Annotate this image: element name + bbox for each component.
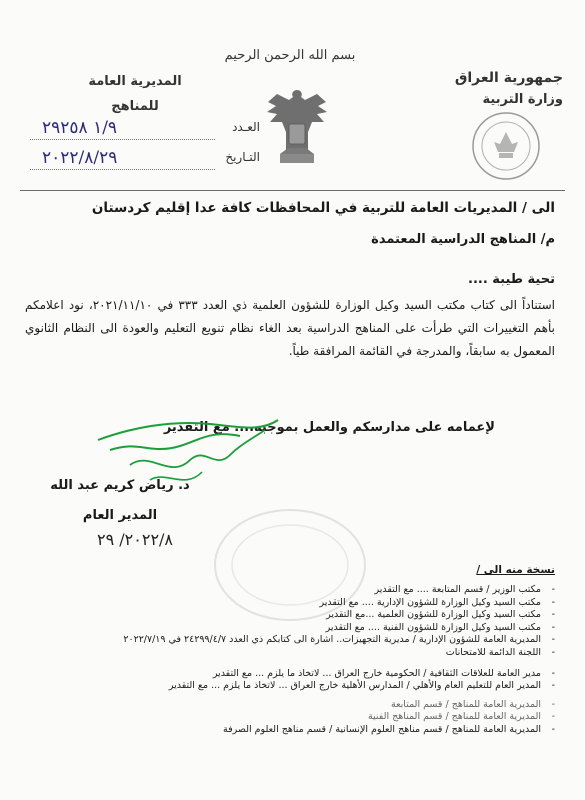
copy-item: - مكتب السيد وكيل الوزارة للشؤون الإدارية .... مع التقدير bbox=[25, 597, 555, 610]
closing-line: لإعمامه على مدارسكم والعمل بموجبه.... مع التقدير bbox=[163, 420, 495, 435]
eagle-emblem-icon bbox=[262, 82, 332, 172]
ministry-seal-icon bbox=[470, 110, 542, 182]
signatory-title: المدير العام bbox=[82, 508, 158, 523]
subject-line: م/ المناهج الدراسية المعتمدة bbox=[371, 232, 555, 247]
department-line2: للمناهج bbox=[111, 99, 159, 114]
reference-label: العـدد bbox=[232, 120, 260, 134]
copy-item: - المديرية العامة للمناهج / قسم مناهج العلوم الإنسانية / قسم مناهج العلوم الصرفة bbox=[25, 724, 555, 737]
country-name: جمهورية العراق bbox=[454, 70, 563, 86]
date-row bbox=[30, 148, 260, 170]
reference-underline bbox=[30, 139, 215, 140]
date-underline bbox=[30, 169, 215, 170]
ministry-name: وزارة التربية bbox=[482, 92, 563, 107]
document-date: ٢٠٢٢/٨/٢٩ bbox=[42, 148, 118, 168]
header-divider bbox=[20, 190, 565, 191]
copy-item: - المديرية العامة للمناهج / قسم المناهج الفنية bbox=[25, 711, 555, 724]
copy-item: - المدير العام للتعليم العام والأهلي / المدارس الأهلية خارج العراق ... لاتخاذ ما يلزم ... مع التقدير bbox=[25, 680, 555, 693]
copy-item: - اللجنة الدائمة للامتحانات bbox=[25, 647, 555, 660]
date-label: التـاريخ bbox=[225, 150, 260, 164]
header-department bbox=[60, 74, 210, 114]
greeting: تحية طيبة .... bbox=[468, 272, 555, 287]
reference-number-row bbox=[30, 118, 260, 140]
body-paragraph: استناداً الى كتاب مكتب السيد وكيل الوزارة للشؤون العلمية ذي العدد ٣٣٣ في ٢٠٢١/١١/١٠، نود اعلامكم بأهم التغييرات التي طرأت على المناهج الدراسية بعد الغاء نظام تنويع التعليم والعودة الى النظام الثانوي المعمول به سابقاً، والمدرجة في القائمة المرافقة طياً. bbox=[25, 298, 555, 358]
copy-item: - مدير العامة للعلاقات الثقافية / الحكومية خارج العراق ... لاتخاذ ما يلزم ... مع التقدير bbox=[25, 668, 555, 681]
copies-title: نسخة منه الى / bbox=[476, 564, 555, 576]
reference-number: ١/٩ ٢٩٢٥٨ bbox=[42, 118, 118, 138]
copy-item: - مكتب السيد وكيل الوزارة للشؤون الفنية .... مع التقدير bbox=[25, 622, 555, 635]
recipient-address: الى / المديريات العامة للتربية في المحافظات كافة عدا إقليم كردستان bbox=[91, 200, 555, 216]
basmala: بسم الله الرحمن الرحيم bbox=[224, 48, 356, 63]
header-issuer bbox=[373, 70, 563, 107]
department-line1: المديرية العامة bbox=[88, 74, 182, 89]
copies-list bbox=[25, 584, 555, 737]
signature-date: ٢٠٢٢/٨/ ٢٩ bbox=[96, 530, 174, 549]
copy-item: - مكتب الوزير / قسم المتابعة .... مع التقدير bbox=[25, 584, 555, 597]
signatory-name: د. رياض كريم عبد الله bbox=[50, 478, 190, 493]
copy-item: - المديرية العامة للمناهج / قسم المتابعة bbox=[25, 699, 555, 712]
copy-item: - المديرية العامة للشؤون الإدارية / مديرية التجهيزات.. اشارة الى كتابكم ذي العدد ٢٤٢٩٩/٤/٧ في ٢٠٢٢/٧/١٩ bbox=[25, 634, 555, 647]
copy-item: - مكتب السيد وكيل الوزارة للشؤون العلمية ...مع التقدير bbox=[25, 609, 555, 622]
handwritten-signature-icon bbox=[90, 410, 290, 510]
